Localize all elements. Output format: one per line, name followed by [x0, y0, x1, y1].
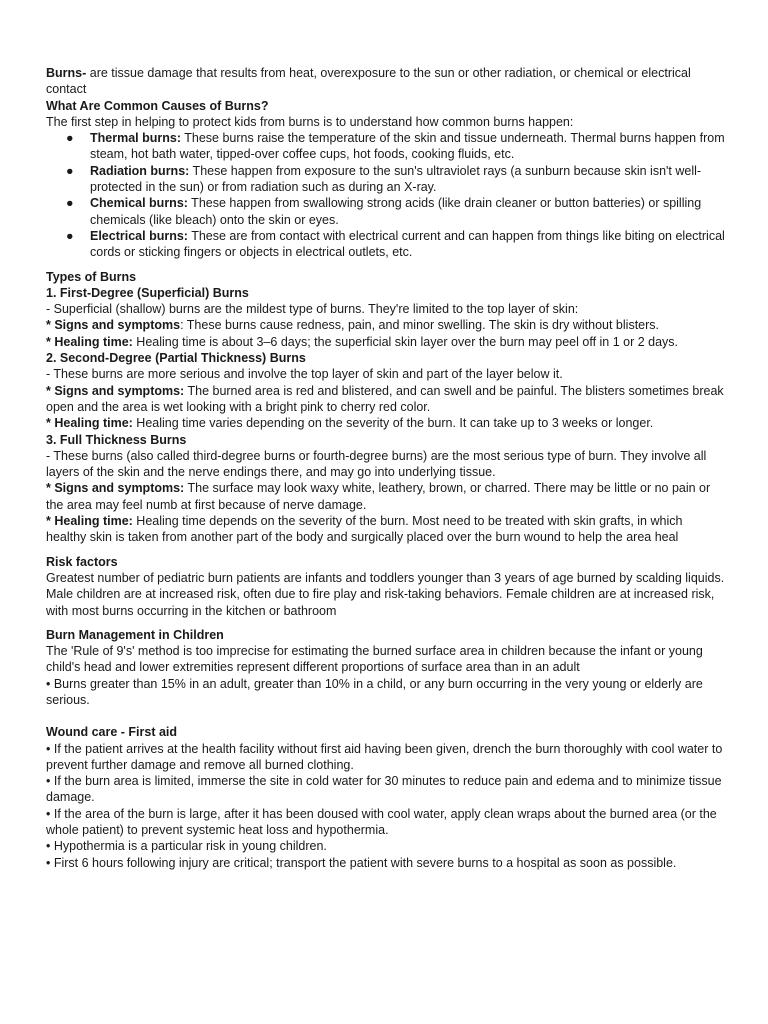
intro-definition: are tissue damage that results from heat, overexposure to the sun or other radiation, or chemical or electrical contact	[46, 66, 691, 97]
full-thickness-heading: 3. Full Thickness Burns	[46, 432, 187, 447]
healing-label: * Healing time:	[46, 514, 133, 529]
list-item	[46, 195, 726, 228]
signs-label: * Signs and symptoms	[46, 318, 181, 333]
wound-item: • Hypothermia is a particular risk in young children.	[46, 839, 327, 854]
list-item	[46, 228, 726, 261]
bullet-icon: ●	[66, 163, 74, 178]
full-thickness-healing	[46, 513, 726, 546]
healing-text: Healing time varies depending on the severity of the burn. It can take up to 3 weeks or longer.	[132, 416, 654, 431]
signs-text: The burned area is red and blistered, and can swell and be painful. The blisters sometimes break open and the area is wet looking with a bright pink to cherry red color.	[46, 383, 724, 414]
signs-text: : These burns cause redness, pain, and minor swelling. The skin is dry without blisters.	[180, 318, 659, 333]
second-degree-heading: 2. Second-Degree (Partial Thickness) Burns	[46, 351, 306, 366]
spacer	[46, 261, 726, 269]
second-degree-desc: - These burns are more serious and involve the top layer of skin and part of the layer below it.	[46, 367, 563, 382]
cause-text: These burns raise the temperature of the skin and tissue underneath. Thermal burns happen from steam, hot bath water, tipped-over coffee cups, hot foods, cooking fluids, etc.	[90, 131, 725, 162]
intro-paragraph	[46, 65, 726, 98]
first-degree-heading: 1. First-Degree (Superficial) Burns	[46, 285, 249, 300]
full-thickness-signs	[46, 480, 726, 513]
wound-item: • If the patient arrives at the health facility without first aid having been given, drench the burn thoroughly with cool water to prevent further damage and remove all burned clothing.	[46, 741, 723, 772]
risk-text: Greatest number of pediatric burn patients are infants and toddlers younger than 3 years of age burned by scalding liquids. Male children are at increased risk, often due to fire play and risk-taking behaviors. Female children are at increased risk, with most burns occurring in the kitchen or bathroom	[46, 570, 725, 618]
cause-text: These are from contact with electrical current and can happen from things like biting on electrical cords or sticking fingers or objects in electrical outlets, etc.	[90, 228, 725, 260]
risk-heading: Risk factors	[46, 554, 118, 569]
cause-label: Radiation burns:	[90, 163, 190, 178]
healing-label: * Healing time:	[46, 416, 133, 431]
first-degree-healing	[46, 334, 726, 350]
bullet-icon: ●	[66, 131, 74, 146]
wound-item: • If the area of the burn is large, after it has been doused with cool water, apply clean wraps about the burned area (or the whole patient) to prevent systemic heat loss and hypothermia.	[46, 806, 717, 838]
types-heading: Types of Burns	[46, 269, 137, 284]
bullet-icon: ●	[66, 228, 74, 243]
spacer	[46, 546, 726, 554]
healing-text: Healing time depends on the severity of the burn. Most need to be treated with skin grafts, in which healthy skin is taken from another part of the body and surgically placed over the burn wound to help the area heal	[46, 514, 683, 545]
causes-heading: What Are Common Causes of Burns?	[46, 98, 269, 113]
signs-label: * Signs and symptoms:	[46, 481, 185, 496]
full-thickness-desc: - These burns (also called third-degree burns or fourth-degree burns) are the most serious type of burn. They involve all layers of the skin and the nerve endings there, and may go into underlying tissue.	[46, 448, 707, 480]
cause-label: Chemical burns:	[90, 196, 188, 211]
signs-label: * Signs and symptoms:	[46, 383, 185, 398]
spacer	[46, 708, 726, 724]
wound-item: • First 6 hours following injury are critical; transport the patient with severe burns to a hospital as soon as possible.	[46, 855, 677, 870]
list-item	[46, 130, 726, 163]
causes-list	[46, 130, 726, 260]
first-degree-signs	[46, 317, 726, 333]
wound-heading: Wound care - First aid	[46, 725, 178, 740]
causes-intro: The first step in helping to protect kids from burns is to understand how common burns happen:	[46, 114, 574, 129]
cause-label: Thermal burns:	[90, 131, 181, 146]
cause-text: These happen from exposure to the sun's ultraviolet rays (a sunburn because skin isn't well-protected in the sun) or from radiation such as during an X-ray.	[90, 163, 702, 195]
document-page	[46, 65, 726, 871]
healing-text: Healing time is about 3–6 days; the superficial skin layer over the burn may peel off in 1 or 2 days.	[132, 334, 679, 349]
management-heading: Burn Management in Children	[46, 627, 224, 642]
signs-text: The surface may look waxy white, leathery, brown, or charred. There may be little or no pain or the area may feel numb at first because of nerve damage.	[46, 481, 711, 512]
cause-label: Electrical burns:	[90, 228, 188, 243]
first-degree-desc: - Superficial (shallow) burns are the mildest type of burns. They're limited to the top layer of skin:	[46, 302, 579, 317]
intro-term: Burns-	[46, 66, 87, 80]
second-degree-signs	[46, 383, 726, 416]
healing-label: * Healing time:	[46, 334, 133, 349]
spacer	[46, 619, 726, 627]
management-text: The 'Rule of 9's' method is too imprecise for estimating the burned surface area in children because the infant or young child's head and lower extremities represent different proportions of surface area than in an adult	[46, 644, 703, 675]
second-degree-healing	[46, 415, 726, 431]
bullet-icon: ●	[66, 196, 74, 211]
list-item	[46, 163, 726, 196]
wound-item: • If the burn area is limited, immerse the site in cold water for 30 minutes to reduce pain and edema and to minimize tissue damage.	[46, 774, 722, 805]
cause-text: These happen from swallowing strong acids (like drain cleaner or button batteries) or spilling chemicals (like bleach) onto the skin or eyes.	[90, 196, 702, 227]
management-bullet: • Burns greater than 15% in an adult, greater than 10% in a child, or any burn occurring in the very young or elderly are serious.	[46, 676, 703, 707]
